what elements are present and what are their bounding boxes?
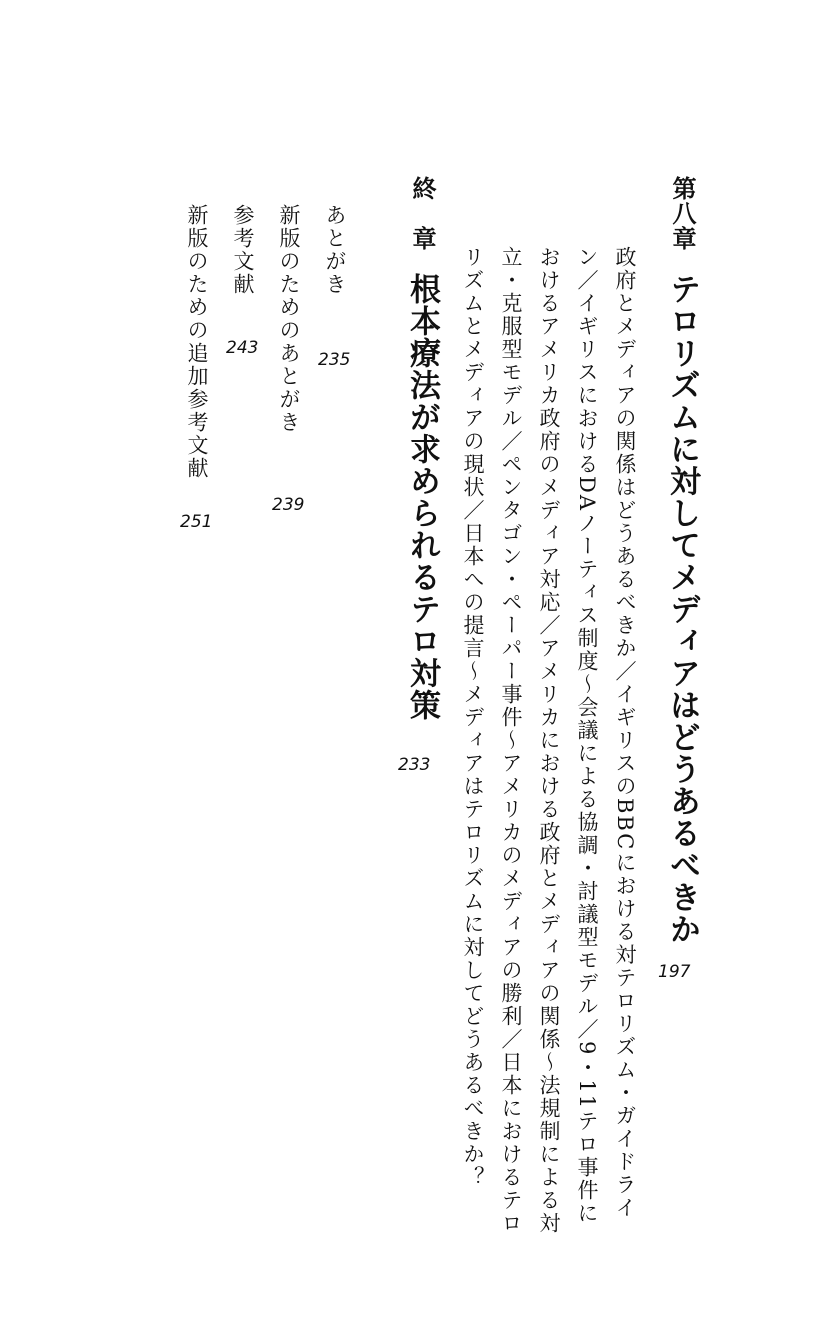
chapter-8-heading (660, 176, 705, 945)
final-chapter-title: 根本療法が求められるテロ対策 (404, 273, 440, 721)
toc-entry-new-edition-afterword: 新版のためのあとがき (277, 204, 301, 434)
chapter-8-page-number: 197 (658, 962, 691, 982)
final-chapter-page-number: 233 (398, 755, 431, 775)
toc-entry-afterword-page: 235 (318, 350, 351, 370)
chapter-8-summary-line: 立・克服型モデル／ペンタゴン・ペーパー事件〜アメリカのメディアの勝利／日本におけるテロ (499, 246, 523, 1235)
toc-entry-additional-references: 新版のための追加参考文献 (185, 204, 209, 480)
chapter-8-summary-line: 政府とメディアの関係はどうあるべきか／イギリスのBBCにおける対テロリズム・ガイドライ (613, 246, 637, 1220)
toc-entry-new-edition-afterword-page: 239 (272, 495, 305, 515)
final-chapter-heading (400, 176, 445, 721)
chapter-8-label: 第八章 (668, 176, 697, 251)
toc-entry-references: 参考文献 (231, 204, 255, 296)
toc-entry-additional-references-page: 251 (180, 512, 213, 532)
chapter-8-title: テロリズムに対してメディアはどうあるべきか (664, 273, 700, 945)
chapter-8-summary-line: リズムとメディアの現状／日本への提言〜メディアはテロリズムに対してどうあるべきか？ (461, 246, 485, 1189)
chapter-8-summary-line: ン／イギリスにおけるDAノーティス制度〜会議による協調・討議型モデル／9・11テロ事件に (575, 246, 599, 1226)
final-chapter-label: 終 章 (408, 176, 437, 251)
toc-entry-references-page: 243 (226, 338, 259, 358)
toc-entry-afterword: あとがき (323, 204, 347, 296)
chapter-8-summary-line: おけるアメリカ政府のメディア対応／アメリカにおける政府とメディアの関係〜法規制による対 (537, 246, 561, 1235)
